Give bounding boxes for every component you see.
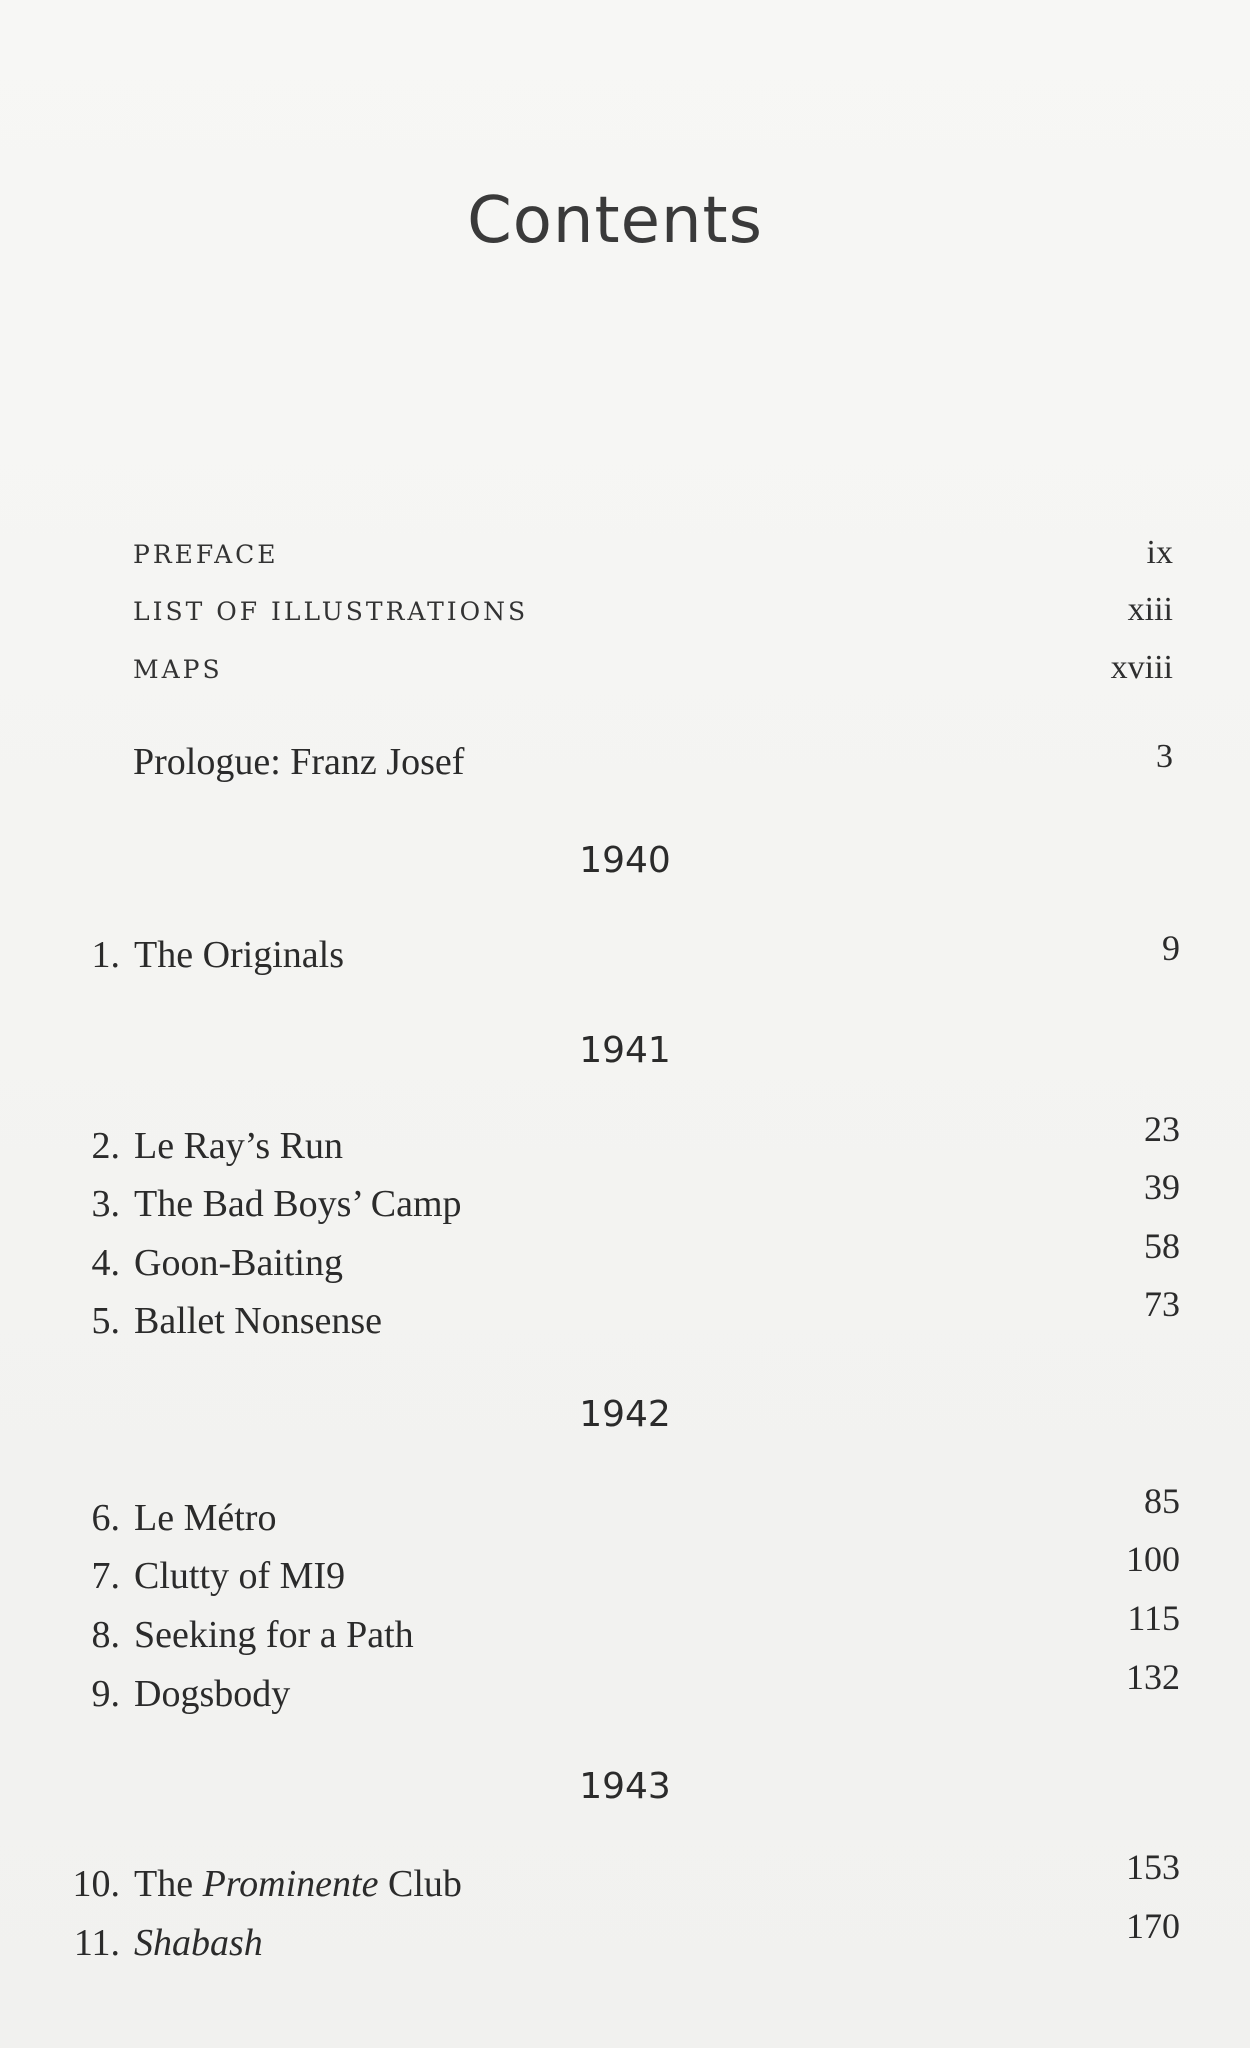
- chapter-title: Clutty of MI9: [134, 1555, 346, 1597]
- toc-entry-label: Prologue: Franz Josef: [133, 741, 465, 783]
- chapter-page: 23: [1144, 1109, 1180, 1149]
- chapter-page: 132: [1126, 1657, 1180, 1697]
- chapter-title-part: Club: [378, 1863, 462, 1905]
- year-heading-1940: 1940: [579, 840, 671, 881]
- toc-chapter-2: [60, 1109, 1180, 1174]
- year-heading-1943: 1943: [579, 1766, 671, 1807]
- toc-chapter-1: [60, 928, 1180, 983]
- toc-entry-page: xiii: [1127, 591, 1173, 628]
- chapter-title: Le Ray’s Run: [134, 1125, 343, 1167]
- toc-entry-prologue: [133, 740, 1173, 790]
- page-title: Contents: [467, 184, 763, 258]
- chapter-title: The Originals: [134, 934, 345, 976]
- chapter-page: 153: [1126, 1847, 1180, 1887]
- chapter-number: 11.: [73, 1922, 120, 1964]
- toc-chapter-9: [60, 1657, 1180, 1722]
- toc-entry-page: xviii: [1110, 649, 1173, 686]
- toc-entry-page: 3: [1156, 738, 1173, 775]
- chapter-number: 10.: [72, 1863, 120, 1905]
- chapter-number: 9.: [91, 1673, 120, 1715]
- chapter-number: 4.: [91, 1242, 120, 1284]
- toc-chapter-4: [60, 1226, 1180, 1291]
- toc-chapter-10: [60, 1847, 1180, 1912]
- toc-entry-label: PREFACE: [133, 540, 279, 569]
- toc-chapter-11: [60, 1906, 1180, 1971]
- chapter-title: [134, 1862, 462, 1906]
- chapter-title: Goon-Baiting: [134, 1242, 343, 1284]
- chapter-page: 170: [1126, 1906, 1180, 1946]
- year-heading-1942: 1942: [579, 1394, 671, 1435]
- toc-entry-list-of-illustrations: [133, 591, 1173, 637]
- chapter-title: Le Métro: [134, 1497, 277, 1539]
- chapter-title: [134, 1921, 263, 1965]
- chapter-title: Ballet Nonsense: [134, 1300, 383, 1342]
- chapter-title: Seeking for a Path: [134, 1614, 414, 1656]
- chapter-number: 3.: [91, 1183, 120, 1225]
- chapter-number: 1.: [91, 934, 120, 976]
- year-heading-1941: 1941: [579, 1030, 671, 1071]
- toc-entry-label: LIST OF ILLUSTRATIONS: [133, 597, 529, 626]
- toc-chapter-3: [60, 1167, 1180, 1232]
- toc-entry-page: ix: [1146, 534, 1173, 571]
- chapter-page: 115: [1127, 1598, 1180, 1638]
- chapter-title: Dogsbody: [134, 1673, 291, 1715]
- chapter-title-italic: Prominente: [202, 1863, 379, 1905]
- chapter-page: 85: [1144, 1481, 1180, 1521]
- chapter-page: 73: [1144, 1284, 1180, 1324]
- toc-chapter-6: [60, 1481, 1180, 1546]
- chapter-number: 6.: [91, 1497, 120, 1539]
- chapter-page: 100: [1126, 1539, 1180, 1579]
- chapter-number: 7.: [91, 1555, 120, 1597]
- chapter-page: 9: [1162, 928, 1180, 968]
- toc-entry-label: MAPS: [133, 655, 223, 684]
- chapter-page: 58: [1144, 1226, 1180, 1266]
- chapter-title-italic: Shabash: [134, 1922, 263, 1964]
- toc-chapter-5: [60, 1284, 1180, 1349]
- toc-entry-preface: [133, 534, 1173, 580]
- chapter-number: 2.: [91, 1125, 120, 1167]
- chapter-number: 5.: [91, 1300, 120, 1342]
- chapter-title: The Bad Boys’ Camp: [134, 1183, 462, 1225]
- toc-entry-maps: [133, 649, 1173, 695]
- toc-chapter-8: [60, 1598, 1180, 1663]
- chapter-title-part: The: [134, 1863, 203, 1905]
- chapter-number: 8.: [91, 1614, 120, 1656]
- toc-chapter-7: [60, 1539, 1180, 1604]
- chapter-page: 39: [1144, 1167, 1180, 1207]
